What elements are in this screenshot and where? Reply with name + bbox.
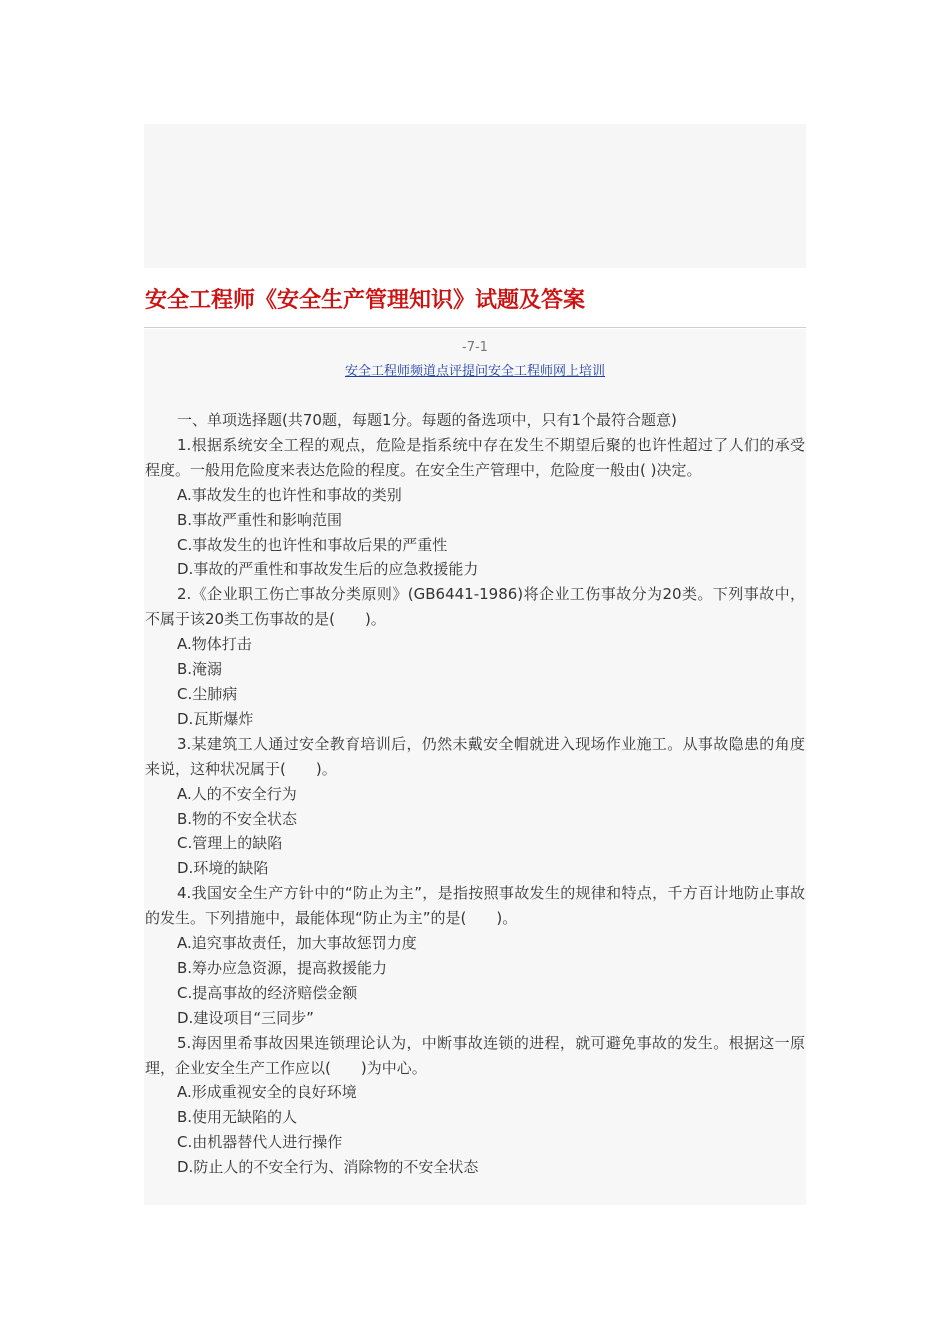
question-stem: 3.某建筑工人通过安全教育培训后，仍然未戴安全帽就进入现场作业施工。从事故隐患的角度来说，这种状况属于( )。 (145, 734, 805, 778)
link-online-training[interactable]: 安全工程师网上培训 (488, 364, 606, 379)
answer-option: A.追究事故责任，加大事故惩罚力度 (177, 934, 417, 953)
section-intro: 一、单项选择题(共70题，每题1分。每题的备选项中，只有1个最符合题意) (177, 411, 677, 429)
answer-option: D.事故的严重性和事故发生后的应急救援能力 (177, 560, 479, 579)
question-stem: 2.《企业职工伤亡事故分类原则》(GB6441-1986)将企业工伤事故分为20类。下列事故中，不属于该20类工伤事故的是( )。 (145, 585, 805, 629)
answer-option: A.事故发生的也许性和事故的类别 (177, 485, 402, 504)
answer-option: C.事故发生的也许性和事故后果的严重性 (177, 535, 448, 554)
question-stem: 1.根据系统安全工程的观点，危险是指系统中存在发生不期望后聚的也许性超过了人们的承受程度。一般用危险度来表达危险的程度。在安全生产管理中，危险度一般由( )决定。 (145, 435, 805, 479)
answer-option: B.事故严重性和影响范围 (177, 510, 343, 529)
question-stem: 5.海因里希事故因果连锁理论认为，中断事故连锁的进程，就可避免事故的发生。根据这一原理，企业安全生产工作应以( )为中心。 (145, 1033, 805, 1077)
link-ask[interactable]: 提问 (462, 364, 489, 379)
answer-option: B.筹办应急资源，提高救援能力 (177, 958, 388, 977)
ad-banner (144, 124, 806, 268)
answer-option: B.使用无缺陷的人 (177, 1108, 298, 1127)
link-comment[interactable]: 点评 (435, 364, 462, 379)
article-body (145, 408, 805, 1180)
answer-option: A.物体打击 (177, 635, 252, 654)
answer-option: D.环境的缺陷 (177, 859, 269, 878)
publish-date: -7-1 (462, 340, 488, 355)
page-title: 安全工程师《安全生产管理知识》试题及答案 (145, 288, 586, 313)
answer-option: C.管理上的缺陷 (177, 834, 283, 853)
answer-option: D.防止人的不安全行为、消除物的不安全状态 (177, 1158, 479, 1177)
answer-option: B.淹溺 (177, 660, 223, 679)
answer-option: C.由机器替代人进行操作 (177, 1133, 343, 1152)
link-channel[interactable]: 安全工程师频道 (344, 364, 436, 379)
answer-option: C.提高事故的经济赔偿金额 (177, 983, 358, 1002)
answer-option: D.瓦斯爆炸 (177, 709, 254, 728)
title-divider (144, 327, 806, 328)
answer-option: A.形成重视安全的良好环境 (177, 1083, 357, 1102)
answer-option: B.物的不安全状态 (177, 809, 298, 828)
question-stem: 4.我国安全生产方针中的“防止为主”，是指按照事故发生的规律和特点，千方百计地防止事故的发生。下列措施中，最能体现“防止为主”的是( )。 (145, 884, 805, 928)
answer-option: C.尘肺病 (177, 684, 238, 703)
answer-option: A.人的不安全行为 (177, 784, 297, 803)
channel-links (144, 362, 806, 382)
answer-option: D.建设项目“三同步” (177, 1008, 314, 1027)
